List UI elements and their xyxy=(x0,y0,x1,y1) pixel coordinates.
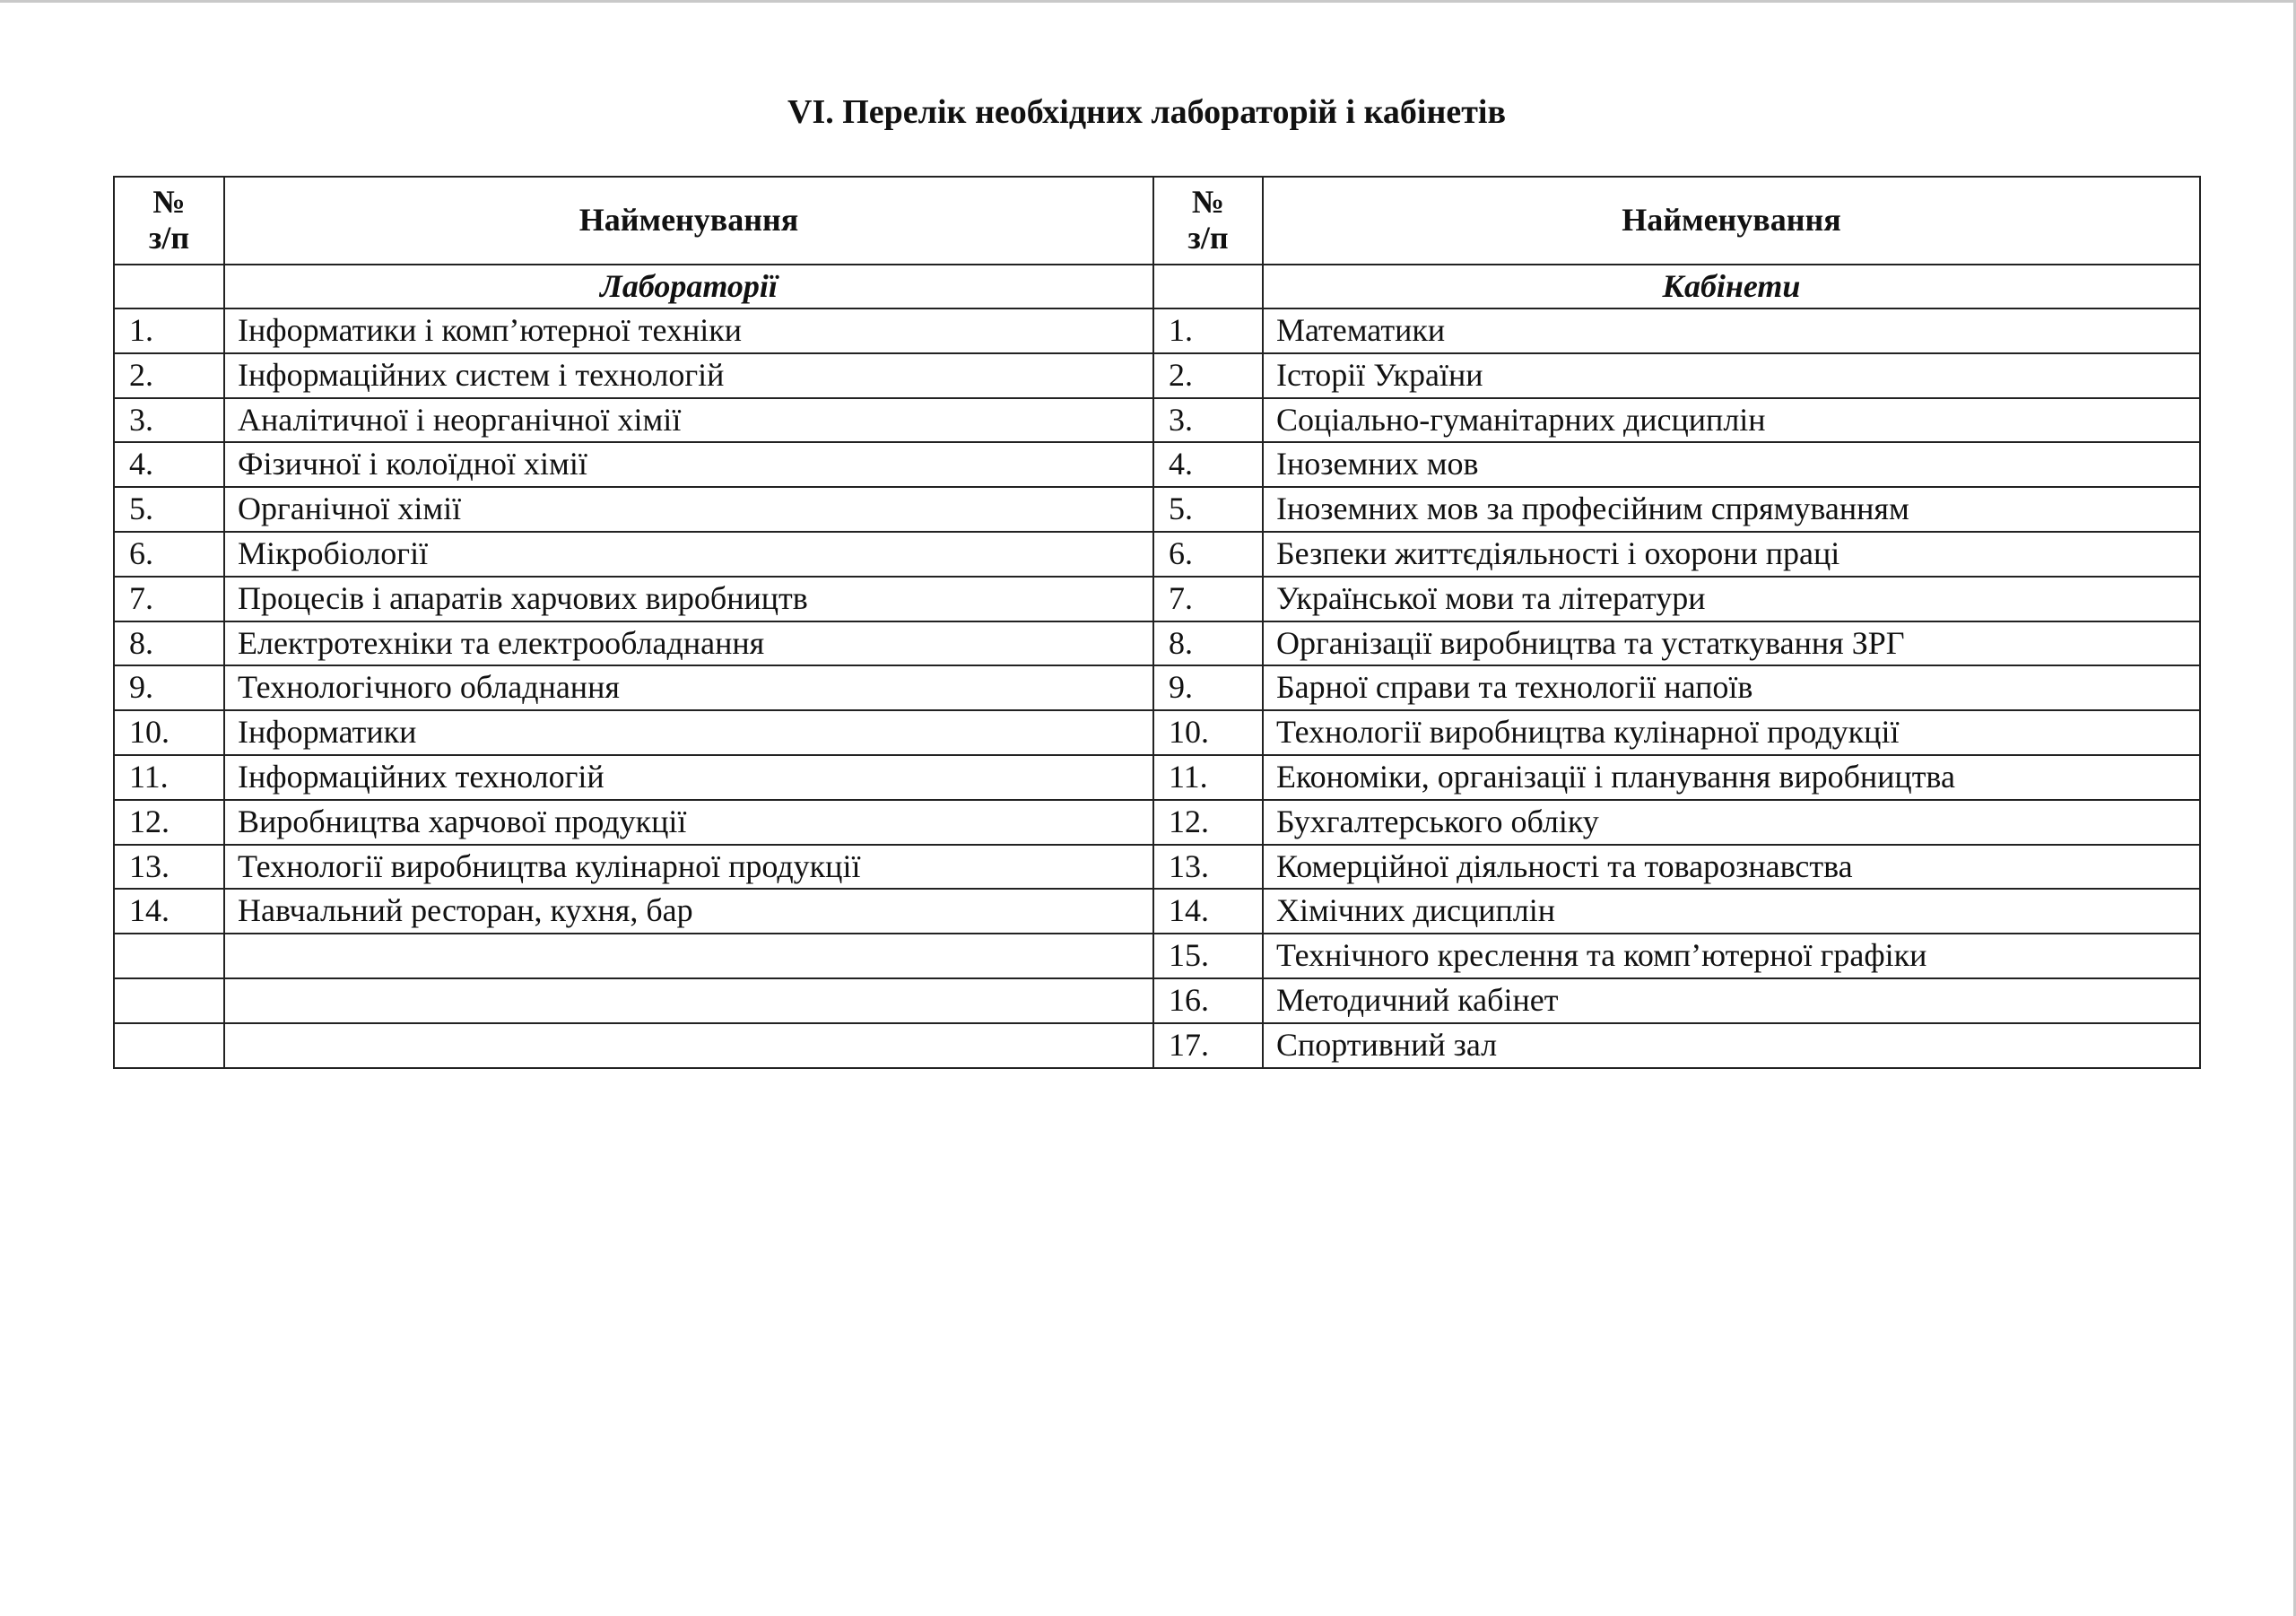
cabinet-name-cell: Методичний кабінет xyxy=(1263,978,2200,1023)
cabinet-name-cell: Іноземних мов за професійним спрямуванням xyxy=(1263,487,2200,532)
table-row xyxy=(114,1023,2200,1068)
lab-name-cell xyxy=(224,1023,1153,1068)
lab-name-cell: Процесів і апаратів харчових виробництв xyxy=(224,577,1153,621)
lab-number-cell: 14. xyxy=(114,889,224,934)
left-number-header: № з/п xyxy=(114,177,224,265)
cabinet-name-cell: Комерційної діяльності та товарознавства xyxy=(1263,845,2200,890)
lab-number-cell: 11. xyxy=(114,755,224,800)
cabinet-number-cell: 8. xyxy=(1153,621,1263,666)
cabinet-number-cell: 12. xyxy=(1153,800,1263,845)
table-row xyxy=(114,398,2200,443)
lab-number-cell: 3. xyxy=(114,398,224,443)
section-row xyxy=(114,265,2200,308)
lab-name-cell: Інформаційних технологій xyxy=(224,755,1153,800)
lab-name-cell: Технології виробництва кулінарної продукції xyxy=(224,845,1153,890)
cabinet-name-cell: Української мови та літератури xyxy=(1263,577,2200,621)
lab-name-cell xyxy=(224,978,1153,1023)
lab-name-cell: Виробництва харчової продукції xyxy=(224,800,1153,845)
page-title: VI. Перелік необхідних лабораторій і кабінетів xyxy=(787,93,1506,131)
table-row xyxy=(114,889,2200,934)
lab-number-cell: 8. xyxy=(114,621,224,666)
table-row xyxy=(114,532,2200,577)
table-row xyxy=(114,487,2200,532)
lab-name-cell: Технологічного обладнання xyxy=(224,665,1153,710)
table-row xyxy=(114,442,2200,487)
lab-number-cell xyxy=(114,934,224,978)
lab-name-cell xyxy=(224,934,1153,978)
cabinet-name-cell: Технології виробництва кулінарної продукції xyxy=(1263,710,2200,755)
lab-name-cell: Електротехніки та електрообладнання xyxy=(224,621,1153,666)
left-name-header: Найменування xyxy=(224,177,1153,265)
table-row xyxy=(114,845,2200,890)
cabinet-number-cell: 5. xyxy=(1153,487,1263,532)
cabinet-name-cell: Соціально-гуманітарних дисциплін xyxy=(1263,398,2200,443)
table-row xyxy=(114,978,2200,1023)
lab-number-cell: 1. xyxy=(114,308,224,353)
cabinet-number-cell: 13. xyxy=(1153,845,1263,890)
cabinet-name-cell: Організації виробництва та устаткування ЗРГ xyxy=(1263,621,2200,666)
lab-name-cell: Інформатики і комп’ютерної техніки xyxy=(224,308,1153,353)
lab-name-cell: Фізичної і колоїдної хімії xyxy=(224,442,1153,487)
lab-number-cell: 6. xyxy=(114,532,224,577)
cabinet-name-cell: Економіки, організації і планування виробництва xyxy=(1263,755,2200,800)
table-row xyxy=(114,934,2200,978)
cabinet-name-cell: Іноземних мов xyxy=(1263,442,2200,487)
right-name-header: Найменування xyxy=(1263,177,2200,265)
table-row xyxy=(114,353,2200,398)
section-laboratories: Лабораторії xyxy=(224,265,1153,308)
lab-name-cell: Мікробіології xyxy=(224,532,1153,577)
lab-number-cell: 12. xyxy=(114,800,224,845)
cabinet-number-cell: 17. xyxy=(1153,1023,1263,1068)
lab-number-cell: 2. xyxy=(114,353,224,398)
cabinet-number-cell: 3. xyxy=(1153,398,1263,443)
cabinet-name-cell: Хімічних дисциплін xyxy=(1263,889,2200,934)
cabinet-number-cell: 6. xyxy=(1153,532,1263,577)
cabinet-number-cell: 7. xyxy=(1153,577,1263,621)
table-row xyxy=(114,308,2200,353)
cabinet-number-cell: 10. xyxy=(1153,710,1263,755)
right-number-header: № з/п xyxy=(1153,177,1263,265)
cabinet-number-cell: 4. xyxy=(1153,442,1263,487)
cabinet-number-cell: 11. xyxy=(1153,755,1263,800)
cabinet-name-cell: Безпеки життєдіяльності і охорони праці xyxy=(1263,532,2200,577)
table-row xyxy=(114,621,2200,666)
labs-cabinets-table xyxy=(113,176,2201,1069)
lab-number-cell: 4. xyxy=(114,442,224,487)
lab-name-cell: Інформаційних систем і технологій xyxy=(224,353,1153,398)
section-right-number-cell xyxy=(1153,265,1263,308)
lab-number-cell xyxy=(114,1023,224,1068)
cabinet-number-cell: 2. xyxy=(1153,353,1263,398)
section-cabinets: Кабінети xyxy=(1263,265,2200,308)
cabinet-name-cell: Математики xyxy=(1263,308,2200,353)
cabinet-name-cell: Барної справи та технології напоїв xyxy=(1263,665,2200,710)
lab-name-cell: Навчальний ресторан, кухня, бар xyxy=(224,889,1153,934)
lab-name-cell: Аналітичної і неорганічної хімії xyxy=(224,398,1153,443)
lab-number-cell xyxy=(114,978,224,1023)
lab-number-cell: 13. xyxy=(114,845,224,890)
cabinet-number-cell: 1. xyxy=(1153,308,1263,353)
lab-name-cell: Органічної хімії xyxy=(224,487,1153,532)
cabinet-name-cell: Спортивний зал xyxy=(1263,1023,2200,1068)
table-row xyxy=(114,710,2200,755)
lab-number-cell: 5. xyxy=(114,487,224,532)
lab-number-cell: 9. xyxy=(114,665,224,710)
cabinet-number-cell: 9. xyxy=(1153,665,1263,710)
lab-number-cell: 10. xyxy=(114,710,224,755)
lab-name-cell: Інформатики xyxy=(224,710,1153,755)
cabinet-name-cell: Бухгалтерського обліку xyxy=(1263,800,2200,845)
cabinet-number-cell: 14. xyxy=(1153,889,1263,934)
table-row xyxy=(114,800,2200,845)
cabinet-name-cell: Історії України xyxy=(1263,353,2200,398)
lab-number-cell: 7. xyxy=(114,577,224,621)
section-left-number-cell xyxy=(114,265,224,308)
cabinet-number-cell: 16. xyxy=(1153,978,1263,1023)
cabinet-name-cell: Технічного креслення та комп’ютерної графіки xyxy=(1263,934,2200,978)
table-row xyxy=(114,665,2200,710)
table-row xyxy=(114,755,2200,800)
cabinet-number-cell: 15. xyxy=(1153,934,1263,978)
table-header-row xyxy=(114,177,2200,265)
table-row xyxy=(114,577,2200,621)
